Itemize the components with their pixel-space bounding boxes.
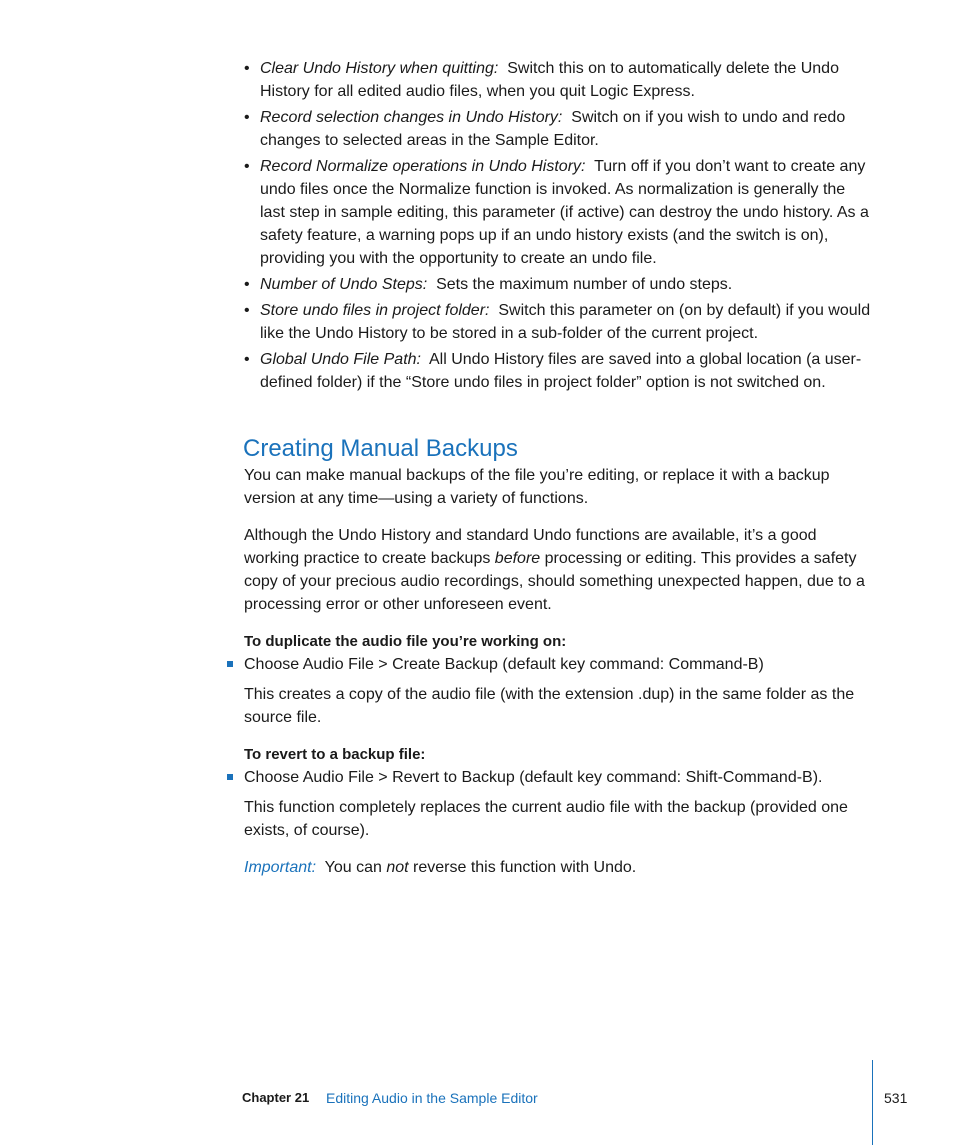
step-square-icon: [227, 774, 233, 780]
bullet-description: All Undo History files are saved into a global location (a user-defined folder) if the “Store undo files in project folder” option is not switched on.: [260, 351, 862, 391]
task-result-revert: This function completely replaces the current audio file with the backup (provided one exists, of course).: [244, 799, 848, 839]
task-heading-duplicate: To duplicate the audio file you’re working on:: [244, 633, 567, 650]
bullet-term: Clear Undo History when quitting:: [260, 60, 499, 77]
note-text: You can: [324, 859, 387, 876]
list-item: [244, 348, 874, 394]
section-intro: You can make manual backups of the file you’re editing, or replace it with a backup version at any time—using a variety of functions.: [244, 467, 830, 507]
important-note: [244, 856, 874, 879]
step-square-icon: [227, 661, 233, 667]
bullet-description: Sets the maximum number of undo steps.: [436, 276, 733, 293]
bullet-term: Number of Undo Steps:: [260, 276, 428, 293]
note-text: reverse this function with Undo.: [408, 859, 637, 876]
task-heading-revert: To revert to a backup file:: [244, 746, 426, 763]
footer-divider: [872, 1060, 873, 1145]
list-item: [244, 106, 874, 152]
step-text: Choose Audio File > Revert to Backup (default key command: Shift-Command-B).: [244, 769, 823, 786]
bullet-description: Switch this parameter on (on by default) if you would like the Undo History to be stored in a sub-folder of the current project.: [260, 302, 871, 342]
task-step-revert-backup: [227, 766, 874, 789]
footer-chapter-title: Editing Audio in the Sample Editor: [326, 1090, 538, 1106]
bullet-marker: •: [244, 158, 250, 175]
step-text: Choose Audio File > Create Backup (default key command: Command-B): [244, 656, 764, 673]
bullet-term: Global Undo File Path:: [260, 351, 421, 368]
important-label: Important:: [244, 859, 317, 876]
settings-bullet-list: [244, 57, 874, 397]
bullet-marker: •: [244, 302, 250, 319]
bullet-description: Turn off if you don’t want to create any undo files once the Normalize function is invoked. As normalization is generally the last step in sample editing, this parameter (if active) can destroy the undo history. As a safety feature, a warning pops up if an undo history exists (and the switch is on), providing you with the opportunity to create an undo file.: [260, 158, 869, 267]
paragraph-text: processing or editing. This provides a safety copy of your precious audio recordings, should something unexpected happen, due to a processing error or other unforeseen event.: [244, 550, 865, 613]
list-item: [244, 57, 874, 103]
emphasis-text: not: [386, 859, 409, 876]
bullet-marker: •: [244, 60, 250, 77]
list-item: [244, 155, 874, 270]
page-number: 531: [884, 1090, 908, 1106]
section-heading: Creating Manual Backups: [243, 435, 518, 462]
task-step-create-backup: [227, 653, 874, 676]
bullet-description: Switch on if you wish to undo and redo changes to selected areas in the Sample Editor.: [260, 109, 846, 149]
list-item: [244, 299, 874, 345]
bullet-marker: •: [244, 276, 250, 293]
bullet-term: Record Normalize operations in Undo History:: [260, 158, 586, 175]
paragraph-text: Although the Undo History and standard Undo functions are available, it’s a good working practice to create backups: [244, 527, 817, 567]
task-result-duplicate: This creates a copy of the audio file (with the extension .dup) in the same folder as the source file.: [244, 686, 855, 726]
emphasis-text: before: [494, 550, 541, 567]
backup-practice-paragraph: [244, 524, 874, 616]
bullet-marker: •: [244, 351, 250, 368]
footer-chapter-label: Chapter 21: [242, 1090, 310, 1105]
list-item: [244, 273, 874, 296]
bullet-term: Record selection changes in Undo History:: [260, 109, 563, 126]
bullet-marker: •: [244, 109, 250, 126]
bullet-description: Switch this on to automatically delete the Undo History for all edited audio files, when you quit Logic Express.: [260, 60, 839, 100]
bullet-term: Store undo files in project folder:: [260, 302, 490, 319]
